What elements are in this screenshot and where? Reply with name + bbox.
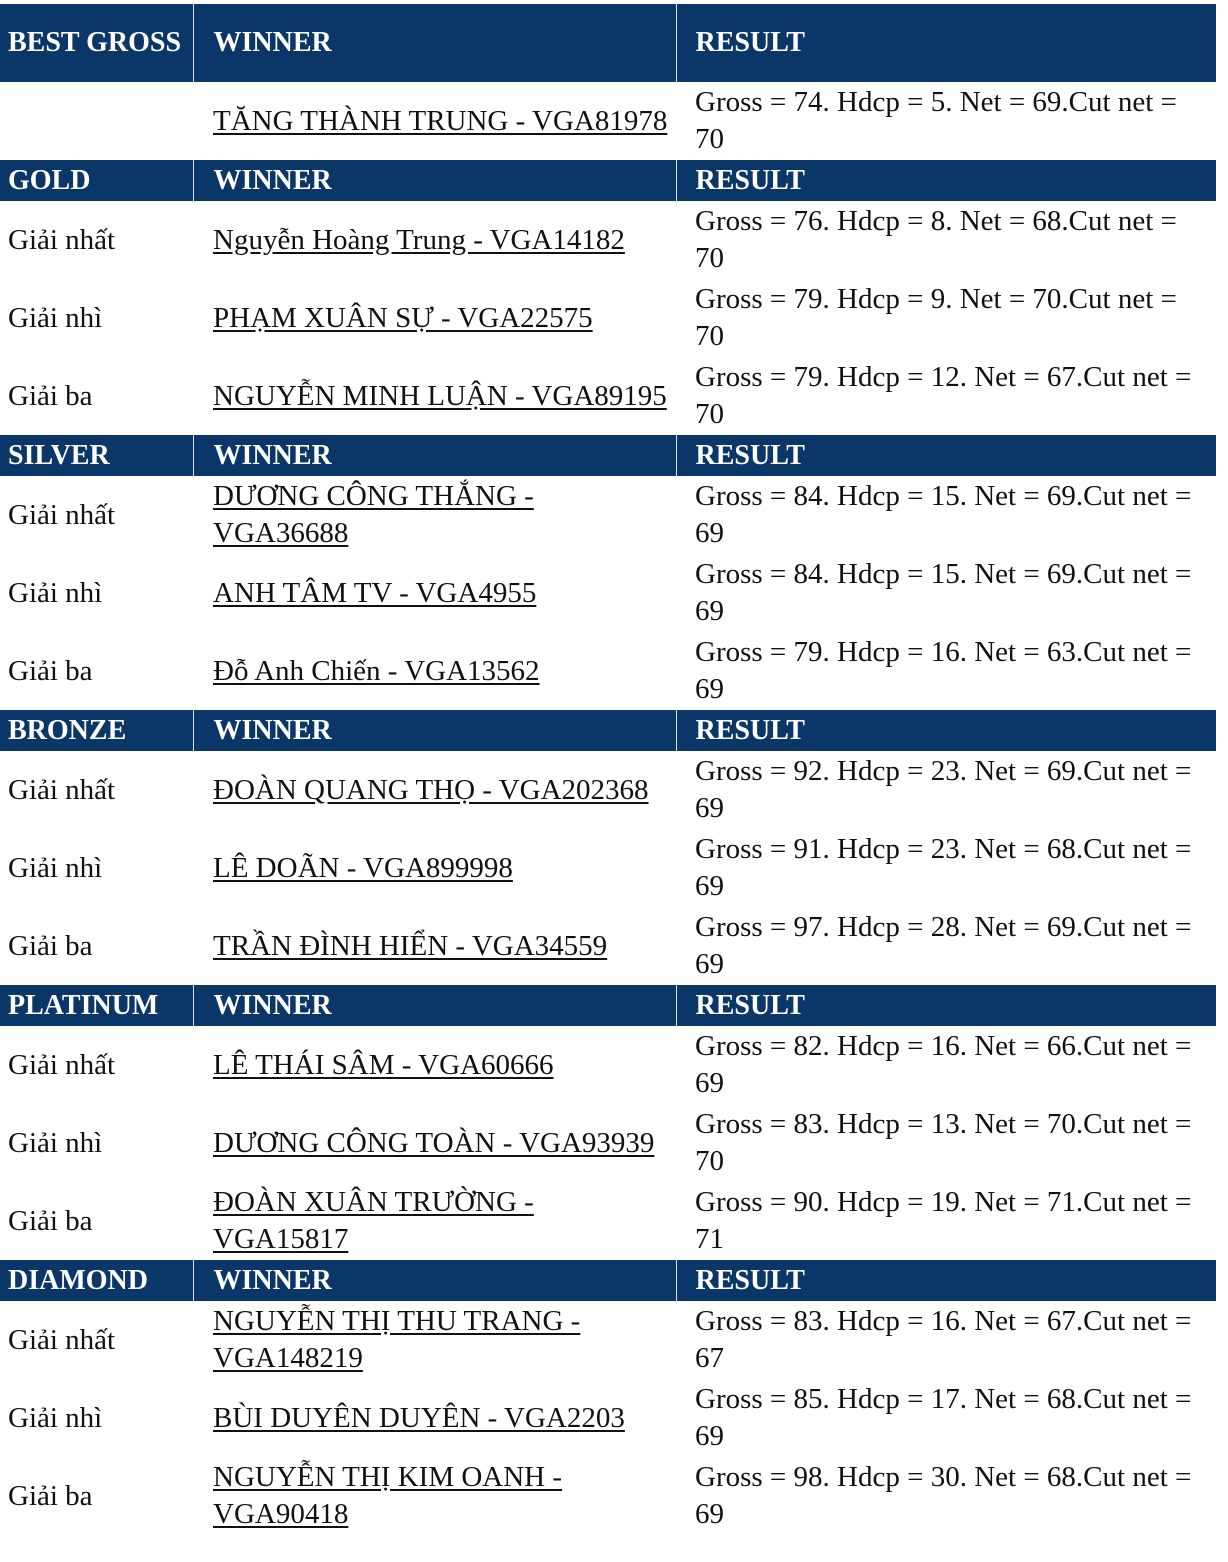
winner-link[interactable]: ĐOÀN XUÂN TRƯỜNG - VGA15817 — [213, 1186, 534, 1255]
winner-cell — [193, 1182, 676, 1260]
winner-link[interactable]: DƯƠNG CÔNG THẮNG - VGA36688 — [213, 480, 534, 549]
prize-label: Giải nhì — [0, 279, 193, 357]
winner-column-header: WINNER — [193, 985, 676, 1026]
winner-cell — [193, 829, 676, 907]
prize-label: Giải nhất — [0, 1301, 193, 1379]
table-row — [0, 751, 1216, 829]
winner-link[interactable]: NGUYỄN MINH LUẬN - VGA89195 — [213, 379, 667, 412]
section-header-row — [0, 1260, 1216, 1301]
result-text: Gross = 79. Hdcp = 12. Net = 67.Cut net = 70 — [676, 357, 1216, 435]
prize-label — [0, 82, 193, 160]
winner-cell — [193, 751, 676, 829]
prize-label: Giải ba — [0, 1182, 193, 1260]
result-column-header: RESULT — [676, 4, 1216, 82]
result-text: Gross = 84. Hdcp = 15. Net = 69.Cut net = 69 — [676, 476, 1216, 554]
section-header-row — [0, 4, 1216, 82]
table-row — [0, 201, 1216, 279]
prize-label: Giải nhất — [0, 751, 193, 829]
table-row — [0, 82, 1216, 160]
result-text: Gross = 98. Hdcp = 30. Net = 68.Cut net = 69 — [676, 1457, 1216, 1535]
table-row — [0, 1379, 1216, 1457]
winner-cell — [193, 1457, 676, 1535]
winner-column-header: WINNER — [193, 710, 676, 751]
prize-label: Giải ba — [0, 357, 193, 435]
winner-link[interactable]: TRẦN ĐÌNH HIỂN - VGA34559 — [213, 929, 608, 962]
winner-cell — [193, 1301, 676, 1379]
result-column-header: RESULT — [676, 1260, 1216, 1301]
result-text: Gross = 92. Hdcp = 23. Net = 69.Cut net = 69 — [676, 751, 1216, 829]
table-row — [0, 357, 1216, 435]
results-table-body — [0, 4, 1216, 1535]
section-title: DIAMOND — [0, 1260, 193, 1301]
winner-link[interactable]: PHẠM XUÂN SỰ - VGA22575 — [213, 301, 593, 334]
section-title: PLATINUM — [0, 985, 193, 1026]
winner-cell — [193, 201, 676, 279]
prize-label: Giải nhì — [0, 1379, 193, 1457]
section-header-row — [0, 985, 1216, 1026]
table-row — [0, 829, 1216, 907]
result-column-header: RESULT — [676, 985, 1216, 1026]
table-row — [0, 554, 1216, 632]
result-text: Gross = 91. Hdcp = 23. Net = 68.Cut net = 69 — [676, 829, 1216, 907]
winner-link[interactable]: Nguyễn Hoàng Trung - VGA14182 — [213, 223, 625, 256]
winner-column-header: WINNER — [193, 435, 676, 476]
prize-label: Giải ba — [0, 1457, 193, 1535]
winner-link[interactable]: DƯƠNG CÔNG TOÀN - VGA93939 — [213, 1126, 655, 1159]
prize-label: Giải ba — [0, 632, 193, 710]
prize-label: Giải nhì — [0, 554, 193, 632]
winner-link[interactable]: NGUYỄN THỊ THU TRANG - VGA148219 — [213, 1305, 581, 1374]
results-table — [0, 4, 1216, 1535]
winner-cell — [193, 279, 676, 357]
prize-label: Giải nhất — [0, 476, 193, 554]
result-text: Gross = 85. Hdcp = 17. Net = 68.Cut net = 69 — [676, 1379, 1216, 1457]
winner-cell — [193, 357, 676, 435]
section-header-row — [0, 160, 1216, 201]
result-column-header: RESULT — [676, 710, 1216, 751]
result-text: Gross = 84. Hdcp = 15. Net = 69.Cut net = 69 — [676, 554, 1216, 632]
section-title: BRONZE — [0, 710, 193, 751]
section-title: SILVER — [0, 435, 193, 476]
winner-link[interactable]: ĐOÀN QUANG THỌ - VGA202368 — [213, 773, 649, 806]
winner-link[interactable]: NGUYỄN THỊ KIM OANH - VGA90418 — [213, 1461, 563, 1530]
winner-link[interactable]: LÊ DOÃN - VGA899998 — [213, 851, 513, 884]
prize-label: Giải nhì — [0, 829, 193, 907]
table-row — [0, 1301, 1216, 1379]
winner-link[interactable]: TĂNG THÀNH TRUNG - VGA81978 — [213, 104, 668, 137]
table-row — [0, 1026, 1216, 1104]
result-text: Gross = 79. Hdcp = 16. Net = 63.Cut net = 69 — [676, 632, 1216, 710]
winner-cell — [193, 1026, 676, 1104]
winner-link[interactable]: ANH TÂM TV - VGA4955 — [213, 576, 537, 609]
winner-cell — [193, 82, 676, 160]
result-text: Gross = 90. Hdcp = 19. Net = 71.Cut net = 71 — [676, 1182, 1216, 1260]
winner-column-header: WINNER — [193, 4, 676, 82]
result-text: Gross = 76. Hdcp = 8. Net = 68.Cut net = 70 — [676, 201, 1216, 279]
winner-cell — [193, 632, 676, 710]
winner-cell — [193, 554, 676, 632]
section-title: GOLD — [0, 160, 193, 201]
table-row — [0, 1457, 1216, 1535]
table-row — [0, 279, 1216, 357]
table-row — [0, 632, 1216, 710]
result-text: Gross = 79. Hdcp = 9. Net = 70.Cut net = 70 — [676, 279, 1216, 357]
winner-cell — [193, 1104, 676, 1182]
result-text: Gross = 82. Hdcp = 16. Net = 66.Cut net = 69 — [676, 1026, 1216, 1104]
winner-column-header: WINNER — [193, 160, 676, 201]
prize-label: Giải nhất — [0, 201, 193, 279]
winner-link[interactable]: BÙI DUYÊN DUYÊN - VGA2203 — [213, 1401, 625, 1434]
result-text: Gross = 83. Hdcp = 13. Net = 70.Cut net = 70 — [676, 1104, 1216, 1182]
prize-label: Giải nhất — [0, 1026, 193, 1104]
prize-label: Giải ba — [0, 907, 193, 985]
winner-cell — [193, 476, 676, 554]
section-title: BEST GROSS — [0, 4, 193, 82]
section-header-row — [0, 435, 1216, 476]
result-column-header: RESULT — [676, 435, 1216, 476]
result-text: Gross = 83. Hdcp = 16. Net = 67.Cut net = 67 — [676, 1301, 1216, 1379]
result-text: Gross = 97. Hdcp = 28. Net = 69.Cut net = 69 — [676, 907, 1216, 985]
winner-cell — [193, 1379, 676, 1457]
section-header-row — [0, 710, 1216, 751]
table-row — [0, 1104, 1216, 1182]
winner-cell — [193, 907, 676, 985]
table-row — [0, 1182, 1216, 1260]
result-text: Gross = 74. Hdcp = 5. Net = 69.Cut net = 70 — [676, 82, 1216, 160]
prize-label: Giải nhì — [0, 1104, 193, 1182]
winner-link[interactable]: LÊ THÁI SÂM - VGA60666 — [213, 1048, 554, 1081]
table-row — [0, 907, 1216, 985]
winner-link[interactable]: Đỗ Anh Chiến - VGA13562 — [213, 654, 540, 687]
table-row — [0, 476, 1216, 554]
winner-column-header: WINNER — [193, 1260, 676, 1301]
result-column-header: RESULT — [676, 160, 1216, 201]
